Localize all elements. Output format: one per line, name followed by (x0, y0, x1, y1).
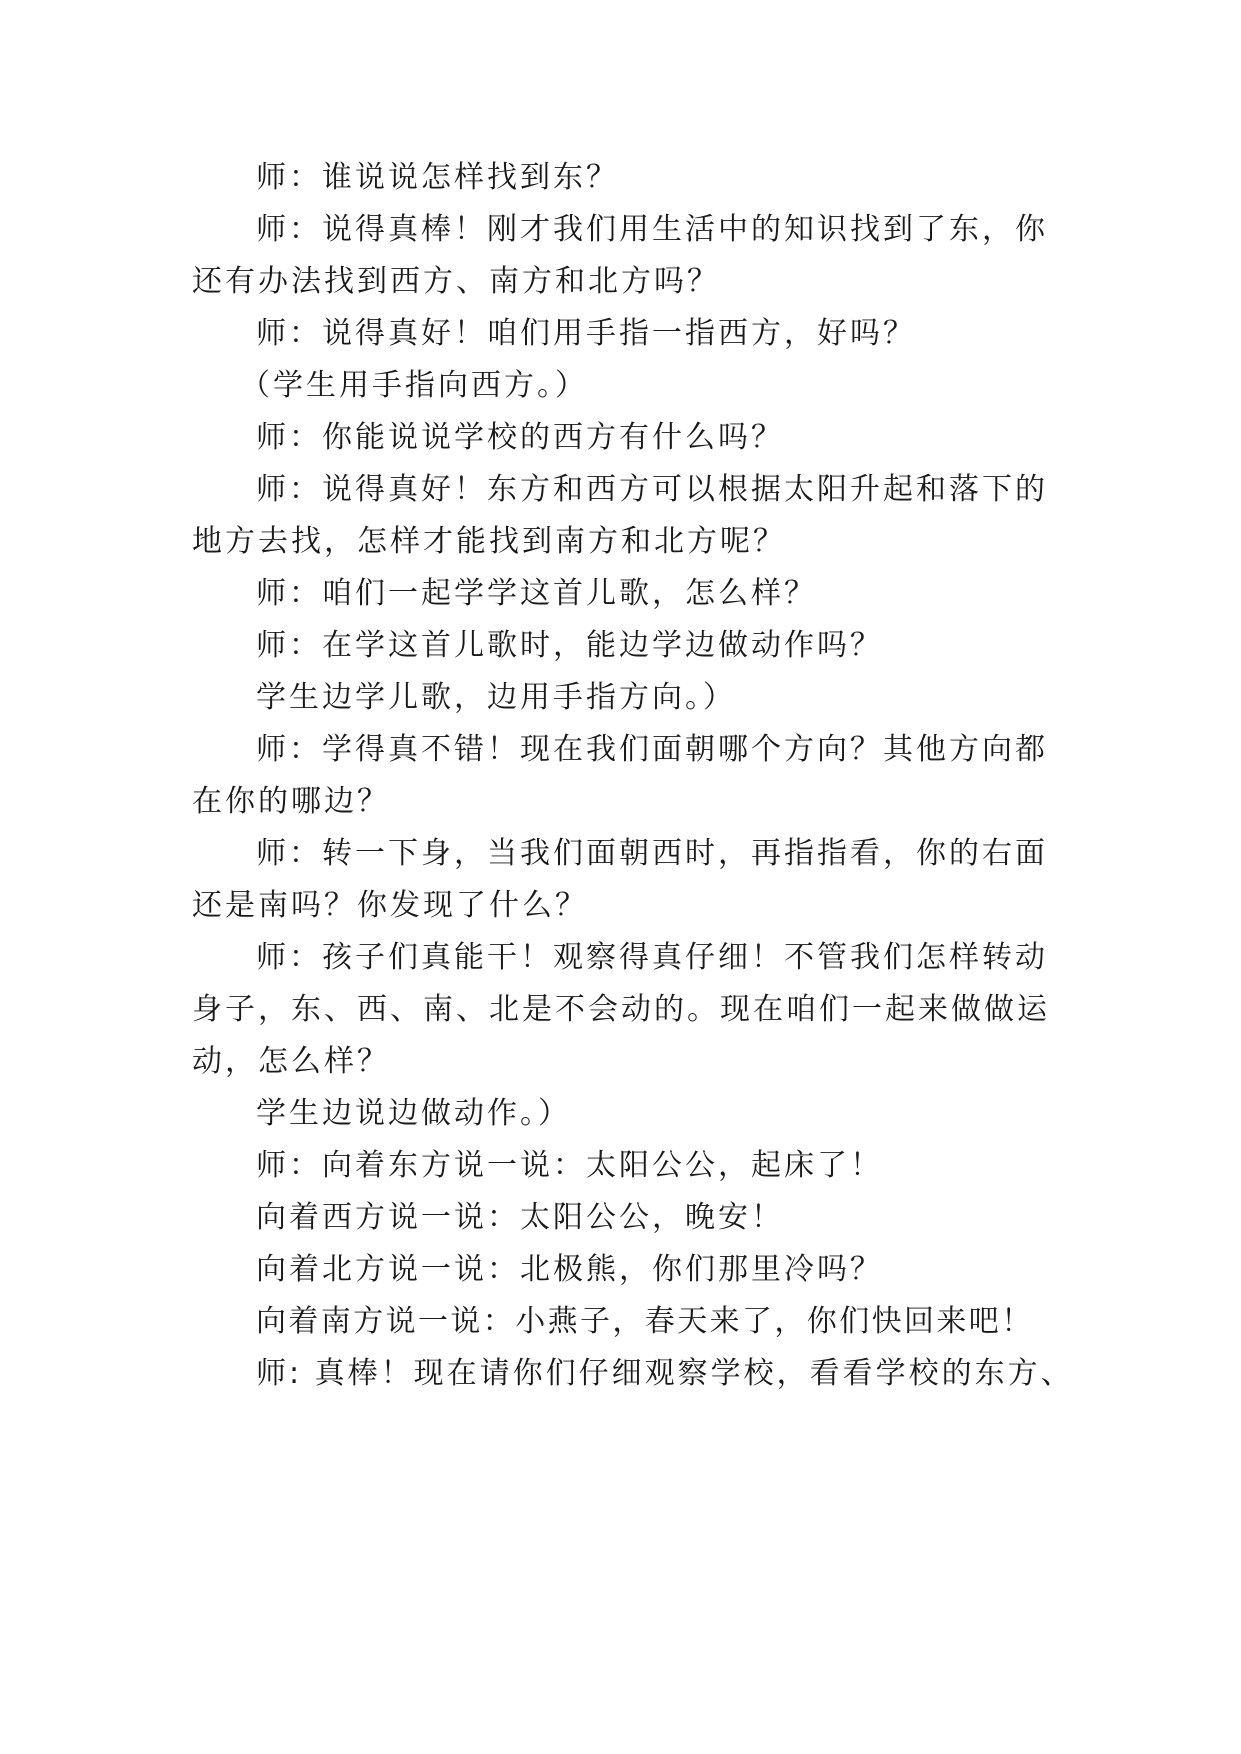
paragraph-line: 师：谁说说怎样找到东？ (256, 160, 619, 195)
paragraph-line: 向着南方说一说：小燕子，春天来了，你们快回来吧！ (256, 1304, 1034, 1339)
paragraph-line: 向着北方说一说：北极熊，你们那里冷吗？ (256, 1252, 883, 1287)
paragraph-line: 师：在学这首儿歌时，能边学边做动作吗？ (256, 628, 883, 663)
paragraph-line: 师：说得真好！东方和西方可以根据太阳升起和落下的 (256, 472, 1048, 507)
paragraph-line: 师：学得真不错！现在我们面朝哪个方向？其他方向都 (256, 732, 1048, 767)
paragraph-line: （学生用手指向西方。） (240, 368, 588, 403)
paragraph-line: 在你的哪边？ (192, 784, 390, 819)
paragraph-line: 师：转一下身，当我们面朝西时，再指指看，你的右面 (256, 836, 1048, 871)
paragraph-line: 还有办法找到西方、南方和北方吗？ (192, 264, 720, 299)
paragraph-line: 师：孩子们真能干！观察得真仔细！不管我们怎样转动 (256, 940, 1048, 975)
paragraph-line: 向着西方说一说：太阳公公，晚安！ (256, 1200, 784, 1235)
paragraph-line: 师：咱们一起学学这首儿歌，怎么样？ (256, 576, 817, 611)
paragraph-line: 学生边说边做动作。） (256, 1096, 571, 1131)
paragraph-line: 动，怎么样？ (192, 1044, 390, 1079)
paragraph-line: 地方去找，怎样才能找到南方和北方呢？ (192, 524, 786, 559)
paragraph-line: 还是南吗？你发现了什么？ (192, 888, 588, 923)
paragraph-line: 师：说得真棒！刚才我们用生活中的知识找到了东，你 (256, 212, 1048, 247)
paragraph-line: 学生边学儿歌，边用手指方向。） (256, 680, 736, 715)
paragraph-line: 师：说得真好！咱们用手指一指西方，好吗？ (256, 316, 916, 351)
paragraph-line: 师：你能说说学校的西方有什么吗？ (256, 420, 784, 455)
paragraph-line: 师：向着东方说一说：太阳公公，起床了！ (256, 1148, 883, 1183)
paragraph-line: 身子，东、西、南、北是不会动的。现在咱们一起来做做运 (192, 992, 1050, 1027)
paragraph-line: 师: 真棒！现在请你们仔细观察学校，看看学校的东方、 (256, 1356, 1074, 1391)
